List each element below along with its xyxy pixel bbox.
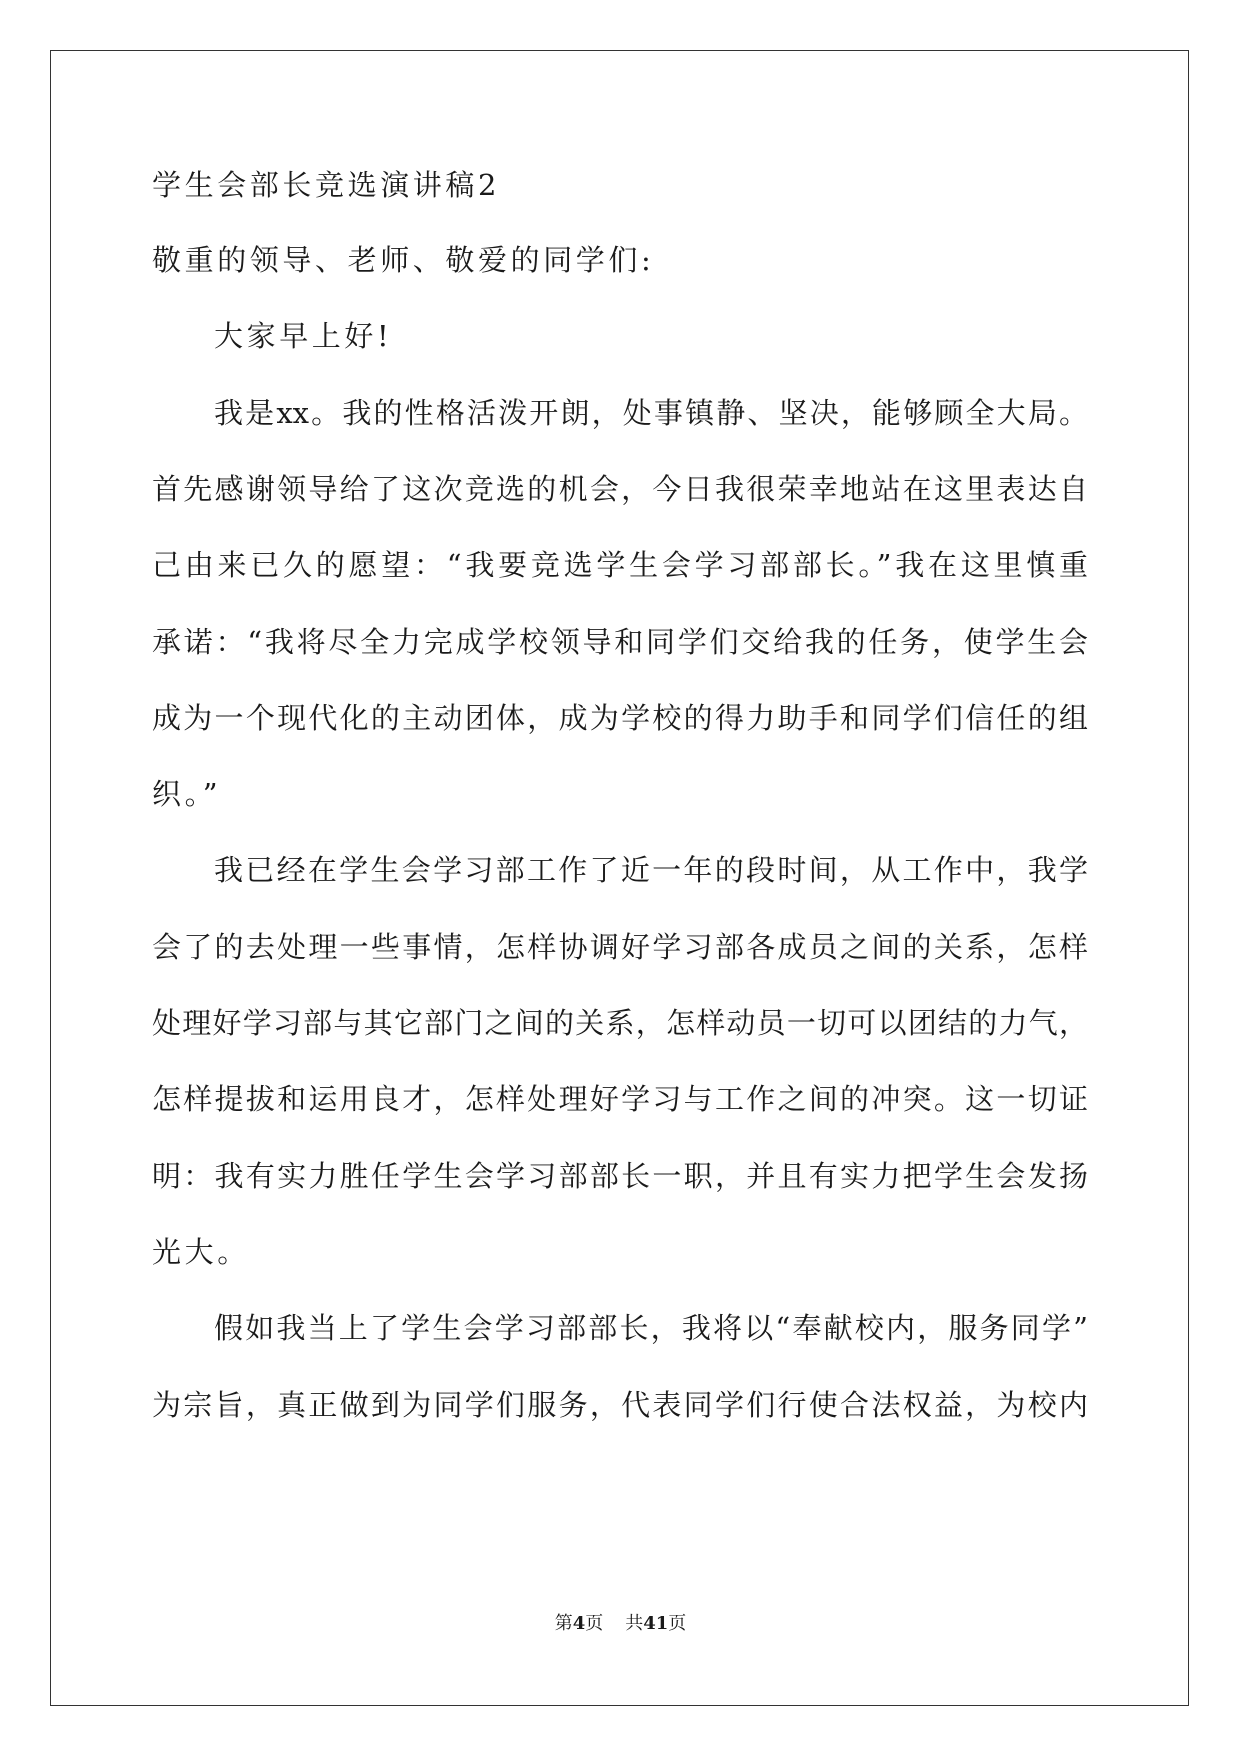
paragraph-line: 假如我当上了学生会学习部部长，我将以“奉献校内，服务同学” bbox=[214, 1311, 1088, 1345]
page-footer bbox=[0, 1612, 1241, 1636]
paragraph-line: 承诺：“我将尽全力完成学校领导和同学们交给我的任务，使学生会 bbox=[152, 625, 1088, 659]
footer-total-prefix: 共 bbox=[625, 1613, 644, 1634]
paragraph-line: 成为一个现代化的主动团体，成为学校的得力助手和同学们信任的组 bbox=[152, 701, 1088, 735]
page-number: 4 bbox=[572, 1613, 586, 1634]
paragraph-line: 怎样提拔和运用良才，怎样处理好学习与工作之间的冲突。这一切证 bbox=[152, 1082, 1088, 1116]
paragraph-line: 我是xx。我的性格活泼开朗，处事镇静、坚决，能够顾全大局。 bbox=[214, 396, 1088, 430]
document-title: 学生会部长竞选演讲稿2 bbox=[152, 168, 501, 202]
paragraph-line: 首先感谢领导给了这次竞选的机会，今日我很荣幸地站在这里表达自 bbox=[152, 472, 1088, 506]
paragraph-line: 光大。 bbox=[152, 1235, 250, 1269]
footer-page-suffix: 页 bbox=[585, 1613, 604, 1634]
paragraph-line: 己由来已久的愿望：“我要竞选学生会学习部部长。”我在这里慎重 bbox=[152, 548, 1088, 582]
paragraph-line: 明：我有实力胜任学生会学习部部长一职，并且有实力把学生会发扬 bbox=[152, 1159, 1088, 1193]
paragraph-line: 织。” bbox=[152, 777, 222, 811]
paragraph-line: 我已经在学生会学习部工作了近一年的段时间，从工作中，我学 bbox=[214, 853, 1088, 887]
salutation: 敬重的领导、老师、敬爱的同学们: bbox=[152, 243, 655, 277]
paragraph-line: 会了的去处理一些事情，怎样协调好学习部各成员之间的关系，怎样 bbox=[152, 930, 1088, 964]
footer-prefix: 第 bbox=[554, 1613, 573, 1634]
paragraph-line: 处理好学习部与其它部门之间的关系，怎样动员一切可以团结的力气， bbox=[152, 1006, 1088, 1040]
greeting: 大家早上好! bbox=[214, 319, 393, 353]
paragraph-line: 为宗旨，真正做到为同学们服务，代表同学们行使合法权益，为校内 bbox=[152, 1388, 1088, 1422]
footer-total-suffix: 页 bbox=[668, 1613, 687, 1634]
total-pages: 41 bbox=[643, 1613, 669, 1634]
